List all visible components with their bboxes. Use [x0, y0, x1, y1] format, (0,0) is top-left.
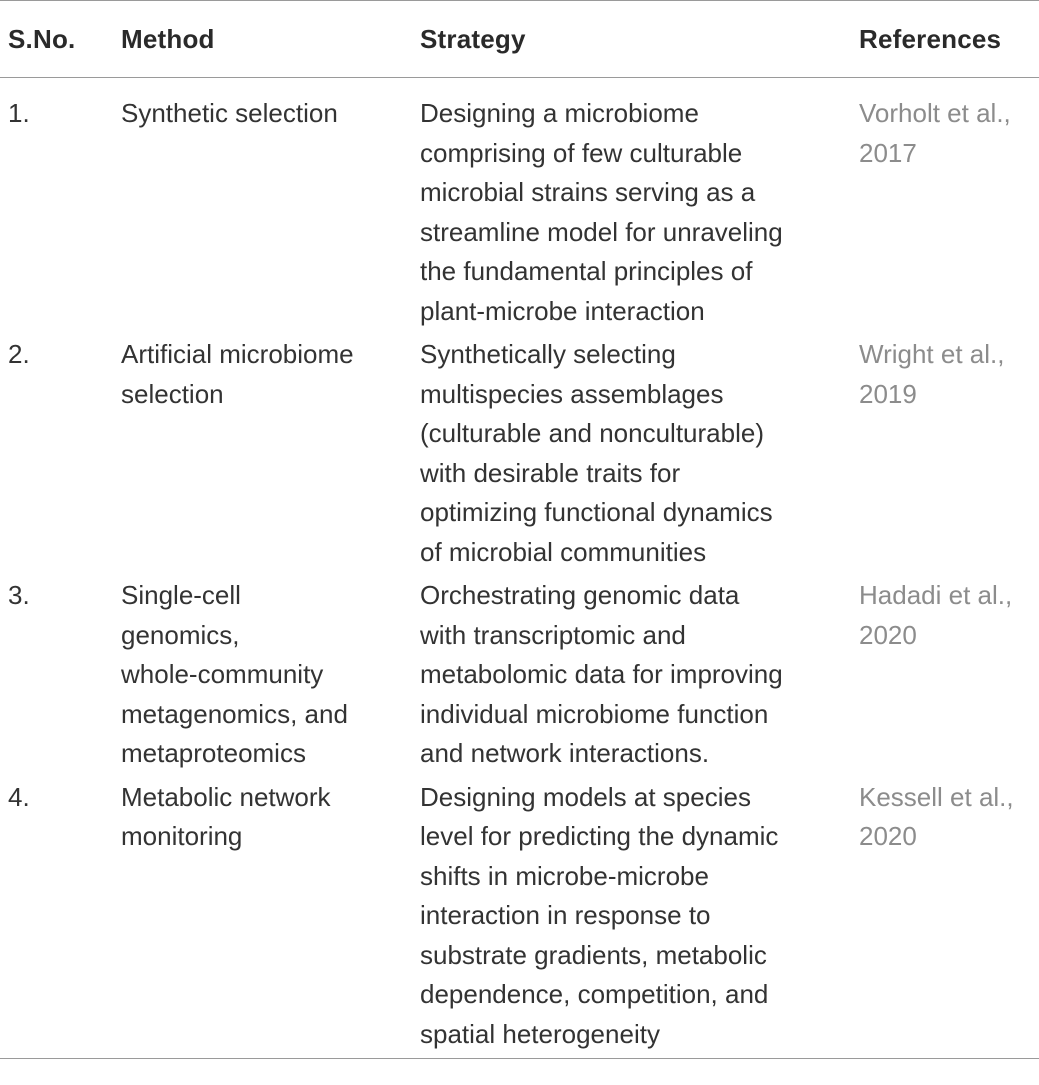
cell-line: metagenomics, and — [121, 698, 348, 729]
cell-line: level for predicting the dynamic — [420, 821, 779, 851]
cell-line: metabolomic data for improving — [420, 659, 783, 689]
cell-sno: 1. — [8, 98, 30, 128]
cell-line: Synthetic selection — [121, 98, 338, 128]
table-row — [0, 78, 1039, 336]
cell-line: Designing a microbiome — [420, 98, 699, 128]
cell-line: of microbial communities — [420, 536, 707, 567]
cell-method — [121, 778, 420, 1059]
cell-line: microbial strains serving as a — [420, 177, 756, 207]
header-method: Method — [121, 23, 215, 54]
cell-line: interaction in response to — [420, 900, 711, 930]
header-sno: S.No. — [8, 23, 76, 54]
cell-line: with transcriptomic and — [420, 619, 686, 650]
cell-line: with desirable traits for — [420, 457, 681, 488]
cell-line: Artificial microbiome — [121, 339, 354, 369]
cell-sno: 3. — [8, 580, 30, 610]
cell-line: the fundamental principles of — [420, 256, 753, 286]
cell-line: Synthetically selecting — [420, 339, 676, 369]
cell-line: shifts in microbe-microbe — [420, 860, 709, 891]
cell-line: 2020 — [859, 619, 917, 650]
header-row — [0, 1, 1039, 78]
cell-line: selection — [121, 378, 224, 409]
header-references: References — [859, 23, 1002, 54]
cell-line: Hadadi et al., — [859, 580, 1013, 610]
cell-line: spatial heterogeneity — [420, 1018, 660, 1049]
cell-reference-link[interactable] — [859, 78, 1039, 336]
cell-line: Orchestrating genomic data — [420, 580, 740, 610]
cell-line: plant-microbe interaction — [420, 295, 705, 326]
table-header — [0, 1, 1039, 78]
cell-sno: 4. — [8, 781, 30, 812]
cell-line: 2020 — [859, 821, 917, 851]
table-row — [0, 576, 1039, 778]
cell-line: Designing models at species — [420, 781, 751, 812]
cell-line: Metabolic network — [121, 781, 331, 812]
cell-method — [121, 335, 420, 576]
cell-line: Single-cell — [121, 580, 241, 610]
cell-line: whole-community — [121, 659, 324, 689]
cell-line: genomics, — [121, 619, 240, 650]
cell-line: comprising of few culturable — [420, 137, 743, 168]
cell-line: 2019 — [859, 378, 917, 409]
cell-reference-link[interactable] — [859, 576, 1039, 778]
cell-line: 2017 — [859, 137, 917, 168]
table-row — [0, 778, 1039, 1059]
cell-strategy — [420, 335, 859, 576]
cell-line: dependence, competition, and — [420, 979, 769, 1009]
cell-method — [121, 576, 420, 778]
cell-line: optimizing functional dynamics — [420, 497, 773, 527]
cell-reference-link[interactable] — [859, 778, 1039, 1059]
cell-line: streamline model for unraveling — [420, 216, 783, 247]
cell-line: Wright et al., — [859, 339, 1005, 369]
cell-strategy — [420, 778, 859, 1059]
cell-method — [121, 78, 420, 336]
cell-line: (culturable and nonculturable) — [420, 418, 764, 448]
cell-reference-link[interactable] — [859, 335, 1039, 576]
cell-strategy — [420, 576, 859, 778]
header-strategy: Strategy — [420, 23, 526, 54]
cell-line: substrate gradients, metabolic — [420, 939, 767, 970]
cell-line: and network interactions. — [420, 738, 710, 768]
table-body — [0, 78, 1039, 1059]
cell-line: metaproteomics — [121, 738, 306, 768]
cell-strategy — [420, 78, 859, 336]
table-row — [0, 335, 1039, 576]
cell-line: Kessell et al., — [859, 781, 1014, 812]
cell-line: individual microbiome function — [420, 698, 769, 729]
cell-line: multispecies assemblages — [420, 378, 724, 409]
cell-line: monitoring — [121, 821, 243, 851]
cell-sno: 2. — [8, 339, 30, 369]
cell-line: Vorholt et al., — [859, 98, 1011, 128]
